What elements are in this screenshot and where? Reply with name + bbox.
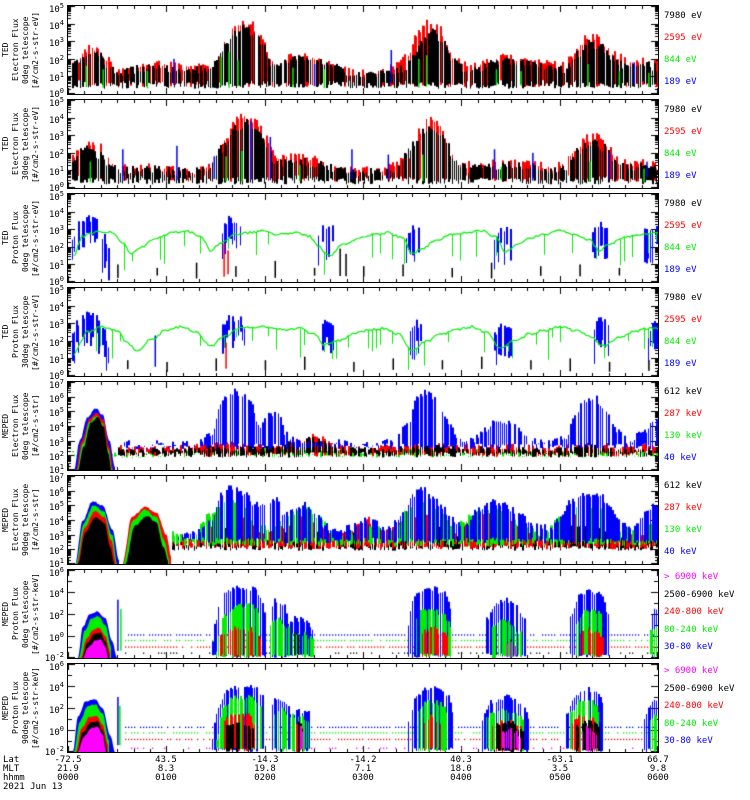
y-tick-label: $10^3$ bbox=[48, 318, 64, 332]
y-tick-label: $10^7$ bbox=[48, 378, 64, 391]
panel-axis-title bbox=[1, 193, 41, 283]
legend-entry: 2500-6900 keV bbox=[664, 590, 735, 600]
legend-entry: 240-800 keV bbox=[664, 701, 724, 711]
y-axis-tick-labels bbox=[38, 472, 65, 570]
y-tick-label: $10^0$ bbox=[48, 369, 64, 382]
y-tick-label: $10^0$ bbox=[48, 631, 64, 644]
legend-entry: 2595 eV bbox=[664, 33, 702, 43]
plot-area bbox=[67, 99, 659, 189]
y-axis-tick-labels bbox=[38, 378, 65, 476]
legend-entry: 80-240 keV bbox=[664, 719, 719, 729]
flux-type-label: Proton Flux bbox=[11, 211, 20, 265]
y-tick-label: $10^5$ bbox=[48, 96, 64, 109]
y-axis-tick-labels bbox=[38, 660, 65, 758]
legend-entry: 612 keV bbox=[664, 481, 702, 491]
panel-meped-electron-90deg bbox=[0, 472, 750, 570]
y-tick-label: $10^{-2}$ bbox=[44, 651, 64, 664]
x-tick-mlt-value: 3.5 bbox=[551, 764, 569, 774]
date-label: 2021 Jun 13 bbox=[3, 782, 63, 792]
y-tick-label: $10^3$ bbox=[48, 36, 64, 50]
y-tick-label: $10^4$ bbox=[48, 515, 64, 528]
y-tick-label: $10^4$ bbox=[48, 681, 64, 694]
energy-legend bbox=[664, 99, 750, 193]
units-label: [#/cm2-s-str-eV] bbox=[31, 11, 40, 89]
legend-entry: 40 keV bbox=[664, 453, 697, 463]
x-axis-row-label-lat: Lat bbox=[3, 755, 20, 765]
flux-type-label: Electron Flux bbox=[11, 394, 20, 458]
y-tick-label: $10^0$ bbox=[48, 275, 64, 288]
y-tick-label: $10^6$ bbox=[48, 485, 64, 499]
plot-area bbox=[67, 569, 659, 659]
flux-type-label: Electron Flux bbox=[11, 112, 20, 176]
panel-meped-electron-0deg bbox=[0, 378, 750, 476]
x-tick-mlt-value: 19.8 bbox=[254, 764, 276, 774]
telescope-label: 30deg telescope bbox=[21, 107, 30, 181]
energy-legend bbox=[664, 381, 750, 475]
legend-entry: 7980 eV bbox=[664, 105, 702, 115]
y-tick-label: $10^1$ bbox=[48, 557, 64, 570]
flux-type-label: Electron Flux bbox=[11, 18, 20, 82]
y-tick-label: $10^3$ bbox=[48, 435, 64, 449]
instrument-label: MEPED bbox=[1, 413, 10, 439]
units-label: [#/cm2-s-str-eV] bbox=[31, 105, 40, 183]
x-tick-hhmm-value: 0200 bbox=[254, 773, 276, 783]
legend-entry: > 6900 keV bbox=[664, 572, 719, 582]
units-label: [#/cm2-s-str] bbox=[31, 488, 40, 552]
plot-canvas bbox=[68, 288, 658, 376]
legend-entry: 30-80 keV bbox=[664, 642, 713, 652]
y-tick-label: $10^1$ bbox=[48, 353, 64, 367]
energy-legend bbox=[664, 287, 750, 381]
x-tick-lat-value: -14.2 bbox=[349, 755, 377, 765]
y-tick-label: $10^2$ bbox=[48, 53, 64, 67]
legend-entry: 2595 eV bbox=[664, 221, 702, 231]
plot-area bbox=[67, 663, 659, 753]
legend-entry: 130 keV bbox=[664, 431, 702, 441]
y-axis-tick-labels bbox=[38, 566, 65, 664]
plot-area bbox=[67, 381, 659, 471]
legend-entry: 2500-6900 keV bbox=[664, 684, 735, 694]
y-tick-label: $10^5$ bbox=[48, 190, 64, 203]
y-tick-label: $10^7$ bbox=[48, 472, 64, 485]
y-tick-label: $10^4$ bbox=[48, 112, 64, 126]
y-axis-tick-labels bbox=[38, 96, 65, 194]
y-tick-label: $10^1$ bbox=[48, 463, 64, 476]
y-tick-label: $10^4$ bbox=[48, 300, 64, 314]
y-tick-label: $10^5$ bbox=[48, 500, 64, 514]
panel-meped-proton-0deg bbox=[0, 566, 750, 664]
x-axis-row-label-hhmm: hhmm bbox=[3, 773, 25, 783]
panel-axis-title bbox=[1, 381, 41, 471]
panel-axis-title bbox=[1, 663, 41, 753]
units-label: [#/cm2-s-str-eV] bbox=[31, 199, 40, 277]
telescope-label: 0deg telescope bbox=[21, 16, 30, 84]
legend-entry: 844 eV bbox=[664, 149, 697, 159]
panel-ted-electron-30deg bbox=[0, 96, 750, 194]
telescope-label: 90deg telescope bbox=[21, 483, 30, 557]
instrument-label: TED bbox=[1, 42, 10, 58]
y-tick-label: $10^5$ bbox=[48, 2, 64, 15]
panel-axis-title bbox=[1, 5, 41, 95]
energy-legend bbox=[664, 5, 750, 99]
y-tick-label: $10^2$ bbox=[48, 241, 64, 255]
legend-entry: 30-80 keV bbox=[664, 736, 713, 746]
instrument-label: MEPED bbox=[1, 695, 10, 721]
x-tick-mlt-value: 9.8 bbox=[649, 764, 667, 774]
legend-entry: 7980 eV bbox=[664, 11, 702, 21]
plot-canvas bbox=[68, 194, 658, 282]
y-tick-label: $10^1$ bbox=[48, 71, 64, 85]
legend-entry: 844 eV bbox=[664, 337, 697, 347]
panel-axis-title bbox=[1, 475, 41, 565]
plot-canvas bbox=[68, 476, 658, 564]
telescope-label: 90deg telescope bbox=[21, 671, 30, 745]
plot-canvas bbox=[68, 6, 658, 94]
telescope-label: 30deg telescope bbox=[21, 295, 30, 369]
legend-entry: > 6900 keV bbox=[664, 666, 719, 676]
y-tick-label: $10^2$ bbox=[48, 450, 64, 464]
x-tick-hhmm-value: 0000 bbox=[57, 773, 79, 783]
legend-entry: 2595 eV bbox=[664, 127, 702, 137]
y-tick-label: $10^1$ bbox=[48, 259, 64, 273]
energy-legend bbox=[664, 475, 750, 569]
x-axis-row-label-mlt: MLT bbox=[3, 764, 20, 774]
y-tick-label: $10^6$ bbox=[48, 566, 64, 579]
x-tick-hhmm-value: 0400 bbox=[450, 773, 472, 783]
plot-area bbox=[67, 287, 659, 377]
x-tick-hhmm-value: 0600 bbox=[647, 773, 669, 783]
y-tick-label: $10^6$ bbox=[48, 391, 64, 405]
y-tick-label: $10^0$ bbox=[48, 87, 64, 100]
y-tick-label: $10^4$ bbox=[48, 421, 64, 434]
y-tick-label: $10^0$ bbox=[48, 181, 64, 194]
x-tick-mlt-value: 18.0 bbox=[450, 764, 472, 774]
legend-entry: 612 keV bbox=[664, 387, 702, 397]
panel-ted-proton-30deg bbox=[0, 284, 750, 382]
x-tick-mlt-value: 8.3 bbox=[157, 764, 175, 774]
y-axis-tick-labels bbox=[38, 2, 65, 100]
y-tick-label: $10^5$ bbox=[48, 284, 64, 297]
legend-entry: 844 eV bbox=[664, 243, 697, 253]
x-tick-lat-value: -63.1 bbox=[546, 755, 574, 765]
telescope-label: 0deg telescope bbox=[21, 580, 30, 648]
telescope-label: 0deg telescope bbox=[21, 392, 30, 460]
panel-axis-title bbox=[1, 287, 41, 377]
x-axis-block bbox=[0, 752, 750, 800]
y-tick-label: $10^1$ bbox=[48, 165, 64, 179]
units-label: [#/cm2-s-str-eV] bbox=[31, 293, 40, 371]
panel-axis-title bbox=[1, 569, 41, 659]
instrument-label: MEPED bbox=[1, 507, 10, 533]
flux-type-label: Proton Flux bbox=[11, 587, 20, 641]
x-tick-lat-value: 66.7 bbox=[647, 755, 669, 765]
y-tick-label: $10^{-2}$ bbox=[44, 745, 64, 758]
legend-entry: 2595 eV bbox=[664, 315, 702, 325]
x-tick-lat-value: -14.3 bbox=[251, 755, 279, 765]
x-tick-lat-value: 40.3 bbox=[450, 755, 472, 765]
panel-ted-proton-0deg bbox=[0, 190, 750, 288]
legend-entry: 189 eV bbox=[664, 171, 697, 181]
flux-type-label: Electron Flux bbox=[11, 488, 20, 552]
units-label: [#/cm2-s-str-keV] bbox=[31, 573, 40, 655]
energy-legend bbox=[664, 569, 750, 663]
y-tick-label: $10^2$ bbox=[48, 544, 64, 558]
legend-entry: 189 eV bbox=[664, 265, 697, 275]
y-tick-label: $10^5$ bbox=[48, 406, 64, 420]
legend-entry: 844 eV bbox=[664, 55, 697, 65]
y-axis-tick-labels bbox=[38, 190, 65, 288]
plot-canvas bbox=[68, 382, 658, 470]
plot-area bbox=[67, 475, 659, 565]
legend-entry: 189 eV bbox=[664, 77, 697, 87]
instrument-label: TED bbox=[1, 136, 10, 152]
legend-entry: 240-800 keV bbox=[664, 607, 724, 617]
y-tick-label: $10^6$ bbox=[48, 660, 64, 673]
x-tick-hhmm-value: 0300 bbox=[352, 773, 374, 783]
x-tick-mlt-value: 21.9 bbox=[57, 764, 79, 774]
x-tick-hhmm-value: 0500 bbox=[549, 773, 571, 783]
units-label: [#/cm2-s-str-keV] bbox=[31, 667, 40, 749]
y-tick-label: $10^3$ bbox=[48, 130, 64, 144]
legend-entry: 130 keV bbox=[664, 525, 702, 535]
flux-type-label: Proton Flux bbox=[11, 305, 20, 359]
plot-canvas bbox=[68, 570, 658, 658]
y-tick-label: $10^2$ bbox=[48, 703, 64, 716]
y-tick-label: $10^2$ bbox=[48, 147, 64, 161]
legend-entry: 80-240 keV bbox=[664, 625, 719, 635]
plot-canvas bbox=[68, 664, 658, 752]
legend-entry: 7980 eV bbox=[664, 199, 702, 209]
legend-entry: 40 keV bbox=[664, 547, 697, 557]
instrument-label: TED bbox=[1, 230, 10, 246]
legend-entry: 287 keV bbox=[664, 409, 702, 419]
y-tick-label: $10^0$ bbox=[48, 725, 64, 738]
flux-type-label: Proton Flux bbox=[11, 681, 20, 735]
x-tick-lat-value: 43.5 bbox=[155, 755, 177, 765]
panel-meped-proton-90deg bbox=[0, 660, 750, 758]
plot-canvas bbox=[68, 100, 658, 188]
x-tick-hhmm-value: 0100 bbox=[155, 773, 177, 783]
instrument-label: TED bbox=[1, 324, 10, 340]
legend-entry: 189 eV bbox=[664, 359, 697, 369]
instrument-label: MEPED bbox=[1, 601, 10, 627]
y-tick-label: $10^3$ bbox=[48, 529, 64, 543]
y-tick-label: $10^4$ bbox=[48, 587, 64, 600]
plot-area bbox=[67, 5, 659, 95]
telescope-label: 0deg telescope bbox=[21, 204, 30, 272]
legend-entry: 287 keV bbox=[664, 503, 702, 513]
energy-legend bbox=[664, 193, 750, 287]
plot-area bbox=[67, 193, 659, 283]
panel-ted-electron-0deg bbox=[0, 2, 750, 100]
x-tick-mlt-value: 7.1 bbox=[354, 764, 372, 774]
panel-axis-title bbox=[1, 99, 41, 189]
x-tick-lat-value: -72.5 bbox=[54, 755, 82, 765]
y-tick-label: $10^2$ bbox=[48, 609, 64, 622]
y-tick-label: $10^4$ bbox=[48, 18, 64, 32]
y-tick-label: $10^2$ bbox=[48, 335, 64, 349]
y-tick-label: $10^4$ bbox=[48, 206, 64, 220]
units-label: [#/cm2-s-str] bbox=[31, 394, 40, 458]
energy-legend bbox=[664, 663, 750, 757]
legend-entry: 7980 eV bbox=[664, 293, 702, 303]
y-axis-tick-labels bbox=[38, 284, 65, 382]
y-tick-label: $10^3$ bbox=[48, 224, 64, 238]
